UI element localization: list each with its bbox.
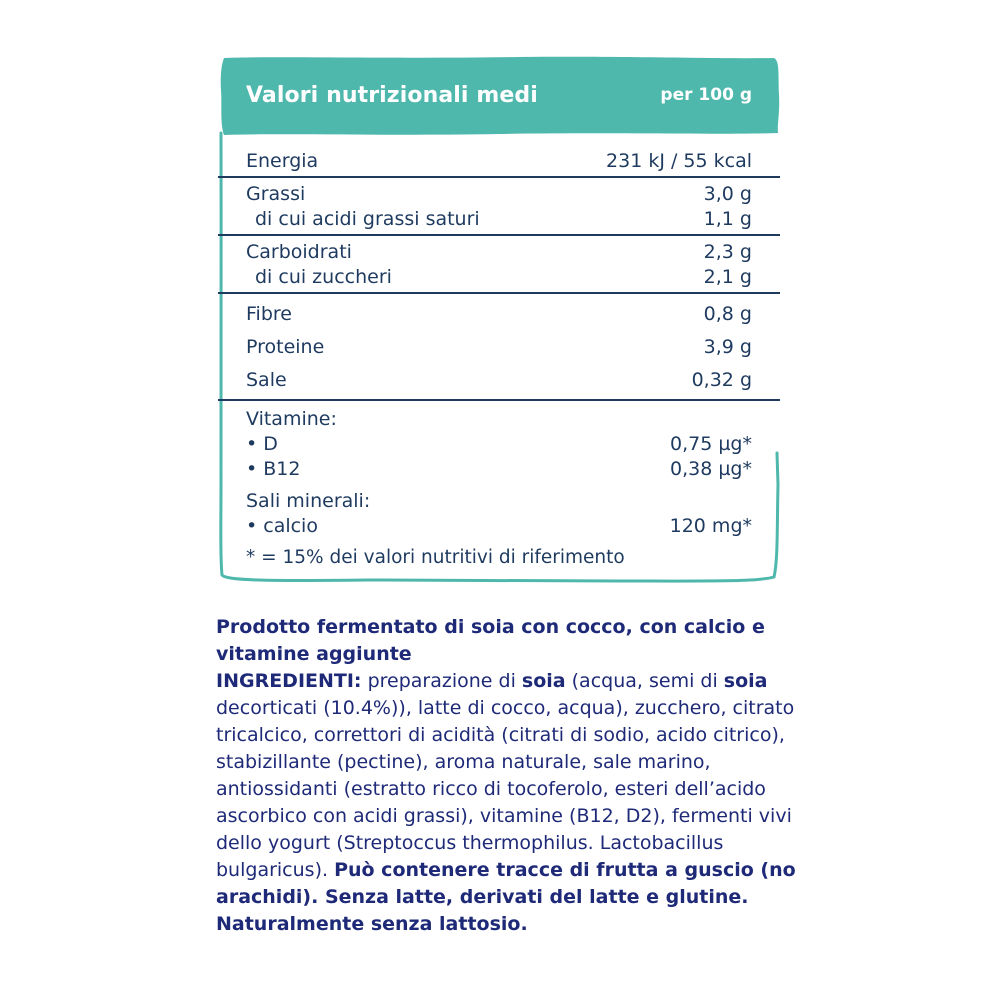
carbs-group <box>218 234 780 292</box>
saturated-value: 1,1 g <box>703 208 752 230</box>
ingredients-part-2: (acqua, semi di <box>565 670 724 692</box>
allergen-soy-1: soia <box>521 670 566 692</box>
protein-value: 3,9 g <box>703 336 752 358</box>
row-vit-b12 <box>246 457 752 482</box>
row-sugars <box>246 265 752 290</box>
minerals-label: Sali minerali: <box>246 490 371 512</box>
sugars-value: 2,1 g <box>703 266 752 288</box>
vit-b12-value: 0,38 µg* <box>670 458 752 480</box>
misc-group <box>218 292 780 399</box>
carbs-label: Carboidrati <box>246 241 352 263</box>
ingredients-label: INGREDIENTI: <box>216 670 362 692</box>
table-rows <box>218 145 780 572</box>
fat-label: Grassi <box>246 183 306 205</box>
row-carbs <box>246 240 752 265</box>
protein-label: Proteine <box>246 336 325 358</box>
energy-label: Energia <box>246 150 319 172</box>
energy-group <box>218 145 780 176</box>
row-energy <box>246 149 752 174</box>
carbs-value: 2,3 g <box>703 241 752 263</box>
ingredients-part-1: preparazione di <box>361 670 522 692</box>
energy-value: 231 kJ / 55 kcal <box>606 150 752 172</box>
vit-d-value: 0,75 µg* <box>670 433 752 455</box>
row-salt <box>246 364 752 397</box>
ingredients-part-3: decorticati (10.4%)), latte di cocco, acqua), zucchero, citrato tricalcico, correttori di acidità (citrati di sodio, acido citrico), stabizillante (pectine), aroma naturale, sale marino, antiossidanti (estratto ricco di tocoferolo, esteri dell’acido ascorbico con acidi grassi), vitamine (B12, D2), fermenti vivi dello yogurt (Streptoccus thermophilus. Lactobacillus bulgaricus). <box>216 697 795 881</box>
fibre-value: 0,8 g <box>703 303 752 325</box>
salt-label: Sale <box>246 369 287 391</box>
ingredients-paragraph <box>216 670 796 935</box>
table-header <box>218 55 780 135</box>
vit-b12-label: • B12 <box>246 458 301 480</box>
product-name: Prodotto fermentato di soia con cocco, con calcio e vitamine aggiunte <box>216 616 765 665</box>
allergen-soy-2: soia <box>723 670 768 692</box>
saturated-label: di cui acidi grassi saturi <box>255 208 480 230</box>
table-title: Valori nutrizionali medi <box>246 82 538 108</box>
fibre-label: Fibre <box>246 303 292 325</box>
vit-d-label: • D <box>246 433 278 455</box>
row-minerals-heading <box>246 489 752 514</box>
vitamins-label: Vitamine: <box>246 408 337 430</box>
row-calcium <box>246 514 752 539</box>
salt-value: 0,32 g <box>691 369 752 391</box>
fat-value: 3,0 g <box>703 183 752 205</box>
row-vit-d <box>246 432 752 457</box>
fat-group <box>218 176 780 234</box>
sugars-label: di cui zuccheri <box>255 266 392 288</box>
row-fibre <box>246 298 752 331</box>
row-vitamins-heading <box>246 407 752 432</box>
row-saturated <box>246 207 752 232</box>
row-fat <box>246 182 752 207</box>
nutrition-table <box>218 55 780 585</box>
row-protein <box>246 331 752 364</box>
vitamins-group <box>218 399 780 572</box>
calcium-label: • calcio <box>246 515 318 537</box>
row-footnote <box>246 545 752 570</box>
footnote-text: * = 15% dei valori nutritivi di riferimento <box>246 547 625 568</box>
calcium-value: 120 mg* <box>669 515 752 537</box>
table-unit: per 100 g <box>660 85 752 105</box>
allergen-statement: Può contenere tracce di frutta a guscio (no arachidi). Senza latte, derivati del latte e glutine. Naturalmente senza lattosio. <box>216 859 796 935</box>
ingredients-block <box>216 614 796 938</box>
